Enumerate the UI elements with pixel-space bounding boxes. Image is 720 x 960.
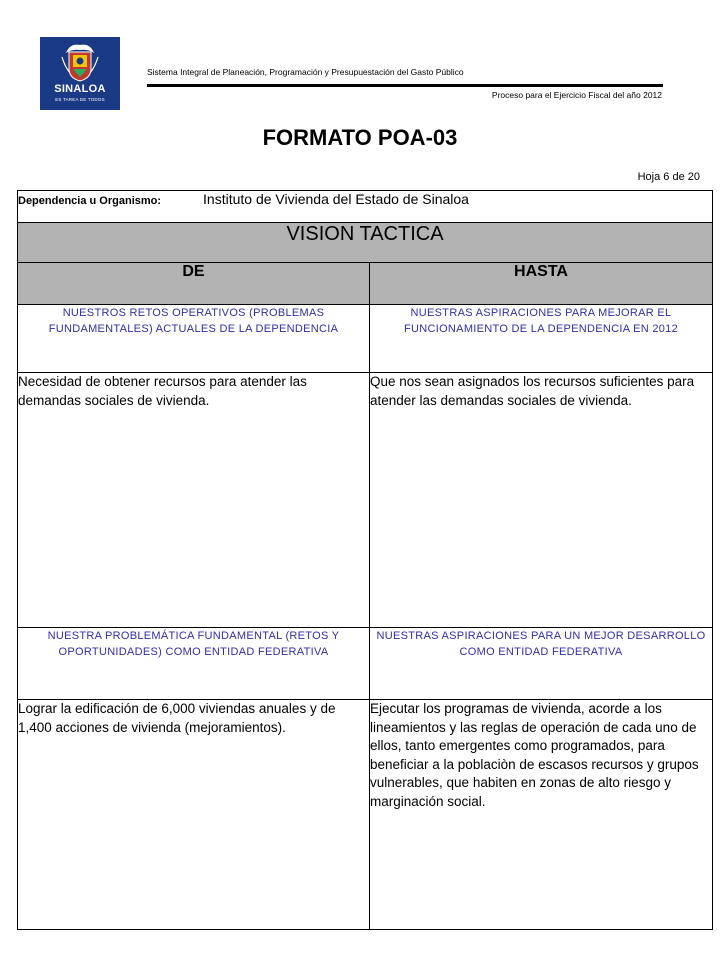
- page-title: FORMATO POA-03: [262, 125, 458, 150]
- header-divider: [147, 84, 663, 87]
- section1-heading-row: [18, 305, 713, 373]
- section2-right-text: Ejecutar los programas de vivienda, acorde a los lineamientos y las reglas de operación de cada uno de ellos, tanto emergentes como programados, para beneficiar a la poblaciòn de escasos recursos y grupos vulnerables, que habiten en zonas de alto riesgo y marginación social.: [370, 700, 713, 930]
- section1-left-heading: NUESTROS RETOS OPERATIVOS (PROBLEMAS FUNDAMENTALES) ACTUALES DE LA DEPENDENCIA: [18, 305, 370, 373]
- column-header-row: [18, 263, 713, 305]
- section1-left-text: Necesidad de obtener recursos para atender las demandas sociales de vivienda.: [18, 373, 370, 628]
- dependency-label: Dependencia u Organismo:: [18, 195, 162, 207]
- dependency-value: Instituto de Vivienda del Estado de Sinaloa: [203, 191, 469, 207]
- logo-name: SINALOA: [54, 83, 106, 95]
- dependency-cell: [18, 191, 713, 223]
- column-header-hasta: HASTA: [370, 263, 713, 305]
- column-header-de: DE: [18, 263, 370, 305]
- vision-tactica-table: [17, 190, 713, 930]
- vision-title-row: [18, 223, 713, 263]
- section2-body-row: [18, 700, 713, 930]
- section1-right-heading: NUESTRAS ASPIRACIONES PARA MEJORAR EL FUNCIONAMIENTO DE LA DEPENDENCIA EN 2012: [370, 305, 713, 373]
- system-title: Sistema Integral de Planeación, Programación y Presupuestación del Gasto Público: [147, 67, 464, 77]
- sheet-number: Hoja 6 de 20: [637, 171, 700, 183]
- section2-left-heading: NUESTRA PROBLEMÁTICA FUNDAMENTAL (RETOS Y OPORTUNIDADES) COMO ENTIDAD FEDERATIVA: [18, 628, 370, 700]
- section1-body-row: [18, 373, 713, 628]
- section1-right-text: Que nos sean asignados los recursos suficientes para atender las demandas sociales de vivienda.: [370, 373, 713, 628]
- section2-left-text: Lograr la edificación de 6,000 viviendas anuales y de 1,400 acciones de vivienda (mejoramientos).: [18, 700, 370, 930]
- sinaloa-logo: [40, 37, 120, 110]
- dependency-row: [18, 191, 713, 223]
- process-year: Proceso para el Ejercicio Fiscal del año 2012: [491, 90, 662, 100]
- section2-heading-row: [18, 628, 713, 700]
- coat-of-arms-icon: [40, 37, 120, 83]
- section2-right-heading: NUESTRAS ASPIRACIONES PARA UN MEJOR DESARROLLO COMO ENTIDAD FEDERATIVA: [370, 628, 713, 700]
- logo-slogan: ES TAREA DE TODOS: [55, 97, 105, 102]
- vision-title: VISION TACTICA: [18, 223, 713, 263]
